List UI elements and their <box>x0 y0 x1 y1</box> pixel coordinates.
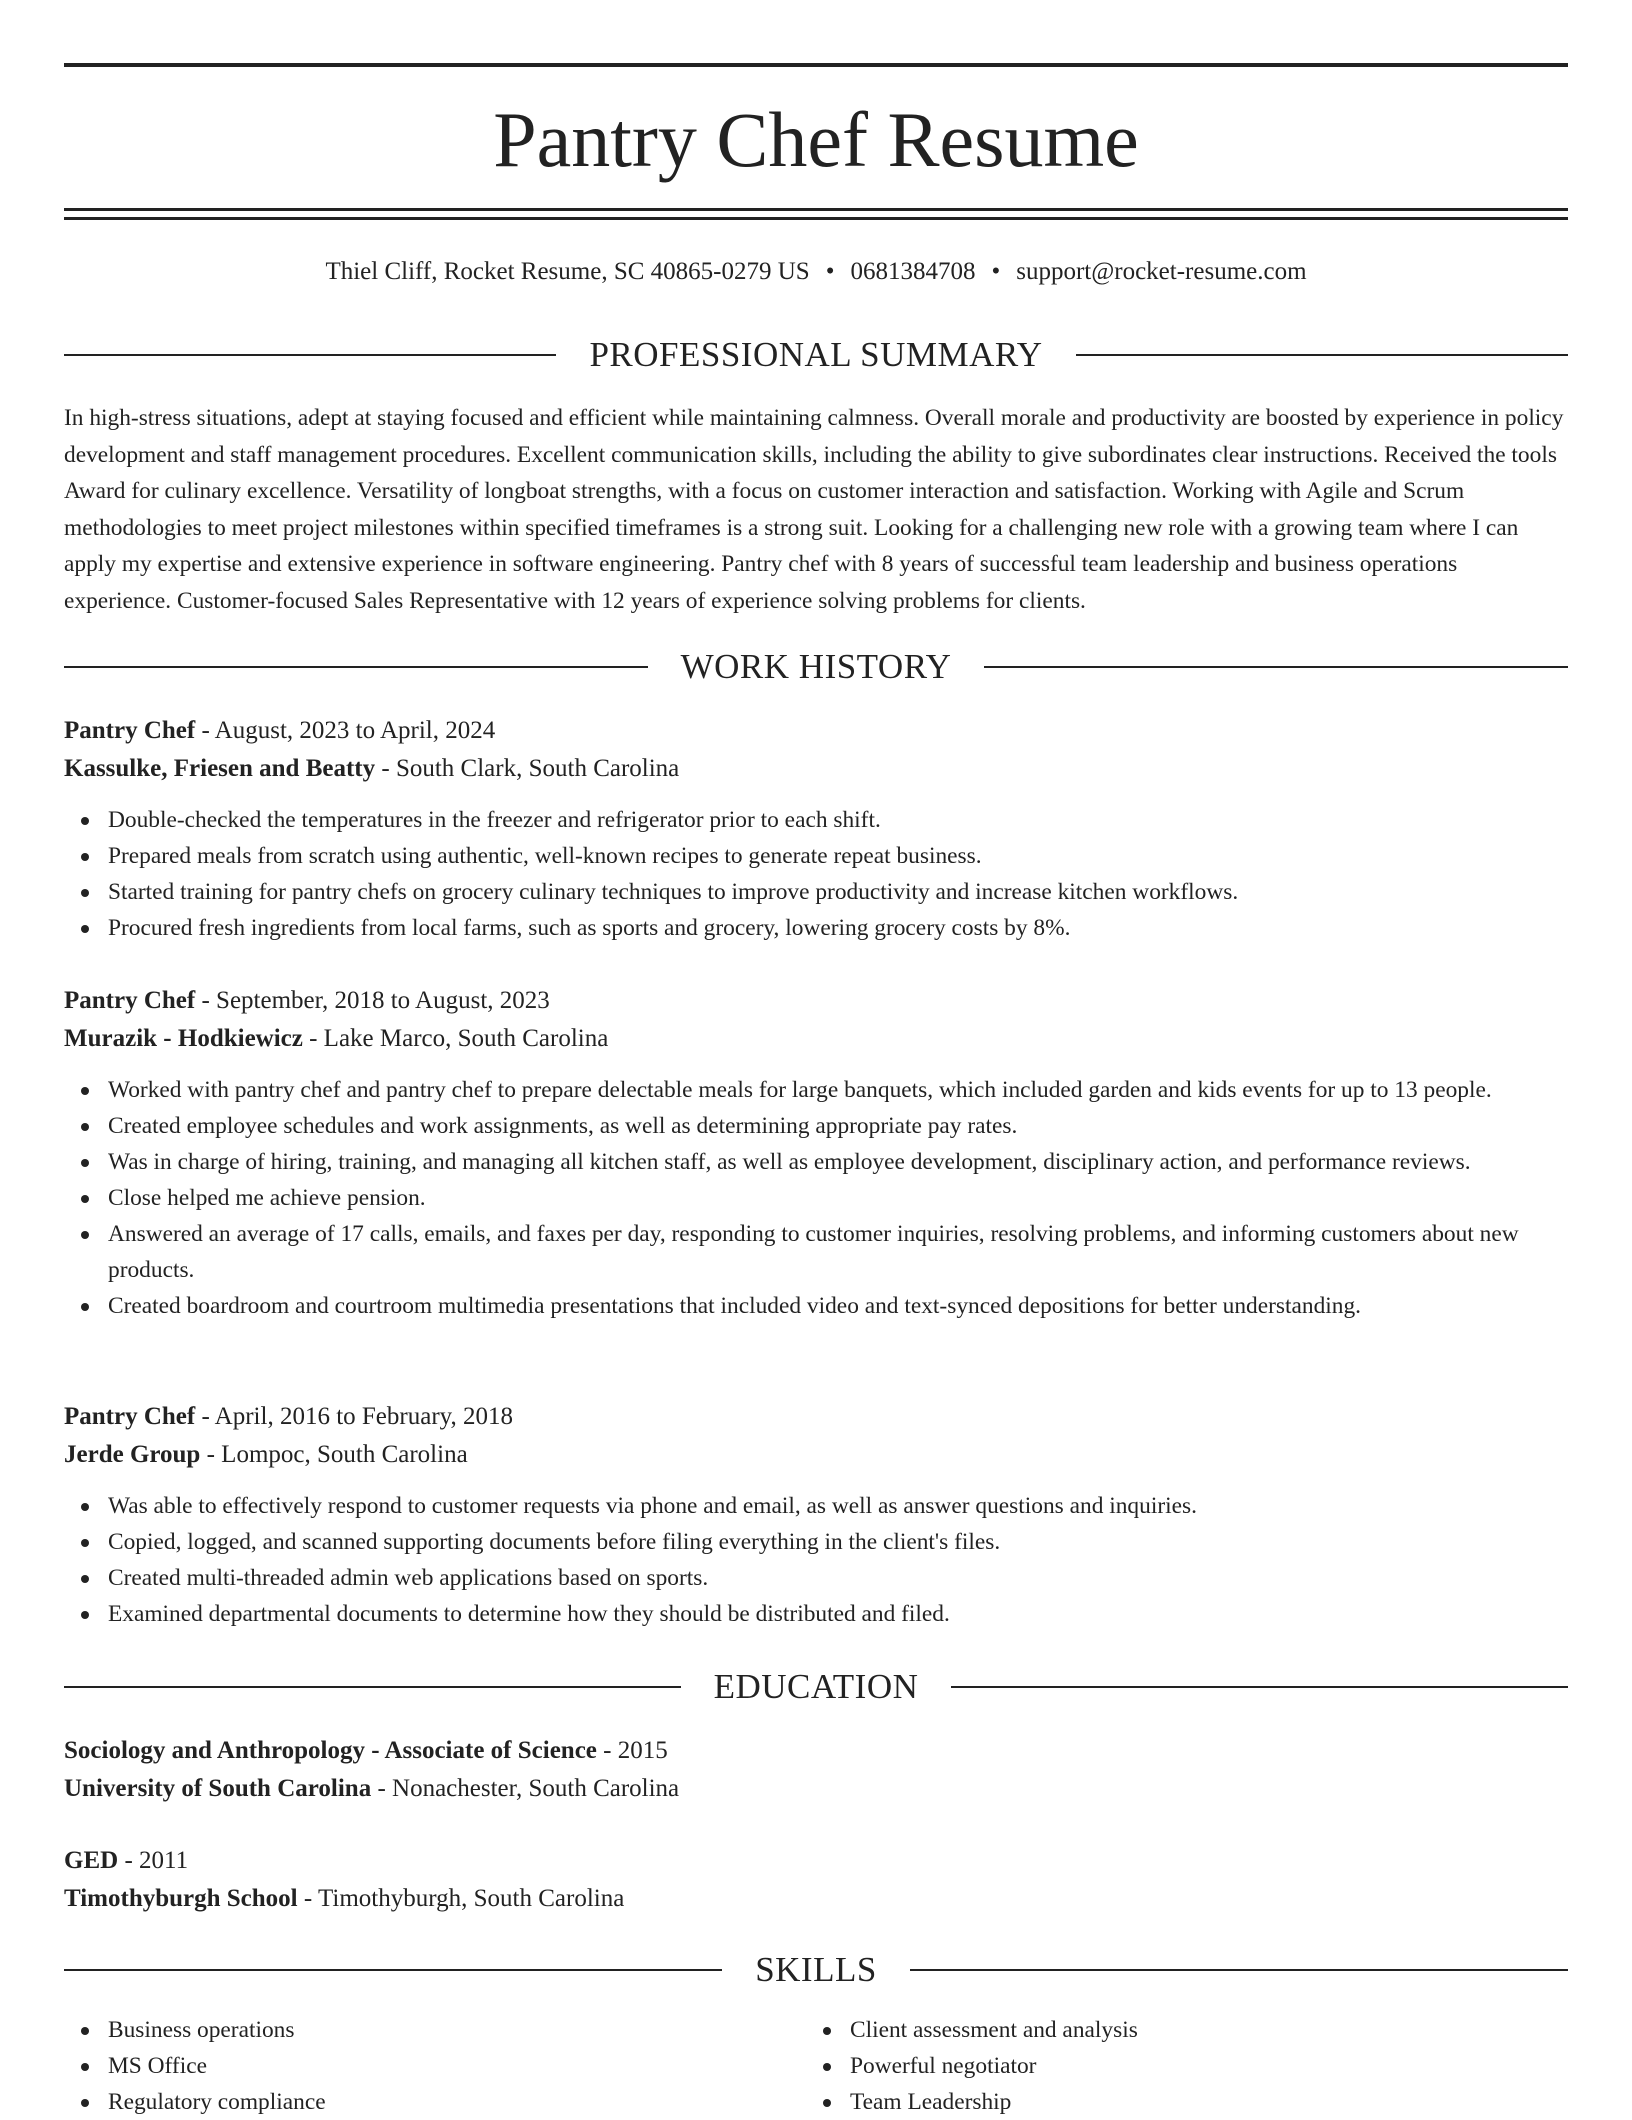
education-school: Timothyburgh School <box>64 1885 298 1912</box>
list-item: Procured fresh ingredients from local farms, such as sports and grocery, lowering grocery costs by 8%. <box>64 910 1568 946</box>
job-title-line <box>64 712 1568 750</box>
section-title: WORK HISTORY <box>680 647 952 686</box>
summary-text: In high-stress situations, adept at staying focused and efficient while maintaining calmness. Overall morale and productivity are boosted by experience in policy development and staff management procedures. Excellent communication skills, including the ability to give subordinates clear instructions. Received the tools Award for culinary excellence. Versatility of longboat strengths, with a focus on customer interaction and satisfaction. Working with Agile and Scrum methodologies to meet project milestones within specified timeframes is a strong suit. Looking for a challenging new role with a growing team where I can apply my expertise and extensive experience in software engineering. Pantry chef with 8 years of successful team leadership and business operations experience. Customer-focused Sales Representative with 12 years of experience solving problems for clients. <box>64 405 1564 614</box>
job-title-line <box>64 1398 1568 1436</box>
education-school-line <box>64 1880 1568 1918</box>
section-header-summary <box>64 333 1568 377</box>
job-company: Kassulke, Friesen and Beatty <box>64 755 376 782</box>
education-year: - 2015 <box>596 1737 668 1764</box>
skill-item: Powerful negotiator <box>806 2048 1548 2084</box>
job-company: Jerde Group <box>64 1441 201 1468</box>
section-rule <box>984 666 1568 668</box>
list-item: Worked with pantry chef and pantry chef to prepare delectable meals for large banquets, which included garden and kids events for up to 13 people. <box>64 1072 1568 1108</box>
education-location: - Nonachester, South Carolina <box>371 1775 680 1802</box>
list-item: Started training for pantry chefs on grocery culinary techniques to improve productivity and increase kitchen workflows. <box>64 874 1568 910</box>
contact-email: support@rocket-resume.com <box>1016 258 1307 285</box>
contact-separator: • <box>991 258 1001 285</box>
skills-list-left <box>64 2012 806 2120</box>
section-rule <box>951 1686 1568 1688</box>
skill-item: Business operations <box>64 2012 806 2048</box>
education-degree-line <box>64 1842 1568 1880</box>
job-entry <box>64 712 1568 946</box>
skill-item: Regulatory compliance <box>64 2084 806 2120</box>
list-item: Copied, logged, and scanned supporting documents before filing everything in the client's files. <box>64 1524 1568 1560</box>
list-item: Prepared meals from scratch using authentic, well-known recipes to generate repeat business. <box>64 838 1568 874</box>
job-entry <box>64 982 1568 1324</box>
list-item: Created boardroom and courtroom multimedia presentations that included video and text-synced depositions for better understanding. <box>64 1288 1568 1324</box>
education-school: University of South Carolina <box>64 1775 372 1802</box>
job-dates: - August, 2023 to April, 2024 <box>195 717 496 744</box>
skills-list-right <box>806 2012 1548 2120</box>
section-rule <box>910 1969 1568 1971</box>
job-duties-list <box>64 802 1568 946</box>
skill-item: Client assessment and analysis <box>806 2012 1548 2048</box>
list-item: Created multi-threaded admin web applications based on sports. <box>64 1560 1568 1596</box>
job-duties-list <box>64 1072 1568 1324</box>
job-company-line <box>64 750 1568 788</box>
section-header-skills <box>64 1948 1568 1992</box>
title-double-rule <box>64 208 1568 220</box>
list-item: Was in charge of hiring, training, and managing all kitchen staff, as well as employee development, disciplinary action, and performance reviews. <box>64 1144 1568 1180</box>
education-entry <box>64 1732 1568 1808</box>
job-title-line <box>64 982 1568 1020</box>
job-title: Pantry Chef <box>64 1403 196 1430</box>
skills-columns <box>64 2012 1568 2120</box>
job-location: - Lompoc, South Carolina <box>200 1441 468 1468</box>
list-item: Was able to effectively respond to customer requests via phone and email, as well as answer questions and inquiries. <box>64 1488 1568 1524</box>
skill-item: MS Office <box>64 2048 806 2084</box>
skill-item: Team Leadership <box>806 2084 1548 2120</box>
top-rule <box>64 63 1568 67</box>
job-duties-list <box>64 1488 1568 1632</box>
section-rule <box>64 666 648 668</box>
job-company: Murazik - Hodkiewicz <box>64 1025 303 1052</box>
job-location: - South Clark, South Carolina <box>375 755 680 782</box>
section-title: PROFESSIONAL SUMMARY <box>589 335 1043 374</box>
list-item: Examined departmental documents to determine how they should be distributed and filed. <box>64 1596 1568 1632</box>
job-location: - Lake Marco, South Carolina <box>302 1025 609 1052</box>
education-year: - 2011 <box>118 1847 189 1874</box>
section-rule <box>64 354 556 356</box>
list-item: Answered an average of 17 calls, emails, and faxes per day, responding to customer inquiries, resolving problems, and informing customers about new products. <box>64 1216 1568 1288</box>
job-entry <box>64 1398 1568 1632</box>
education-degree-line <box>64 1732 1568 1770</box>
contact-line <box>64 254 1568 290</box>
job-title: Pantry Chef <box>64 717 196 744</box>
section-rule <box>1076 354 1568 356</box>
list-item: Close helped me achieve pension. <box>64 1180 1568 1216</box>
section-title: SKILLS <box>755 1950 877 1989</box>
section-rule <box>64 1969 722 1971</box>
contact-separator: • <box>825 258 835 285</box>
job-dates: - April, 2016 to February, 2018 <box>195 1403 514 1430</box>
education-entry <box>64 1842 1568 1918</box>
list-item: Created employee schedules and work assignments, as well as determining appropriate pay rates. <box>64 1108 1568 1144</box>
contact-phone: 0681384708 <box>850 258 976 285</box>
section-title: EDUCATION <box>713 1667 919 1706</box>
job-dates: - September, 2018 to August, 2023 <box>195 987 550 1014</box>
section-header-work-history <box>64 645 1568 689</box>
job-company-line <box>64 1020 1568 1058</box>
list-item: Double-checked the temperatures in the freezer and refrigerator prior to each shift. <box>64 802 1568 838</box>
education-degree: Sociology and Anthropology - Associate of Science <box>64 1737 597 1764</box>
page-title: Pantry Chef Resume <box>493 96 1139 183</box>
section-header-education <box>64 1665 1568 1709</box>
job-company-line <box>64 1436 1568 1474</box>
education-school-line <box>64 1770 1568 1808</box>
education-location: - Timothyburgh, South Carolina <box>297 1885 625 1912</box>
contact-address: Thiel Cliff, Rocket Resume, SC 40865-0279 US <box>325 258 810 285</box>
job-title: Pantry Chef <box>64 987 196 1014</box>
section-rule <box>64 1686 681 1688</box>
education-degree: GED <box>64 1847 119 1874</box>
